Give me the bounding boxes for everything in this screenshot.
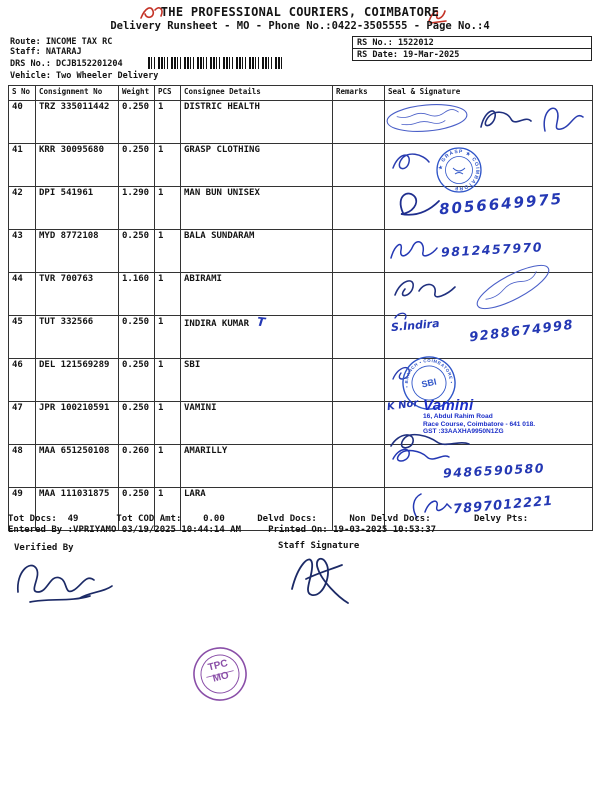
cell-pcs: 1 — [155, 402, 181, 445]
table-row — [9, 273, 593, 316]
handwritten-name: S.Indira — [390, 316, 441, 335]
table-row — [9, 402, 593, 445]
rs-info-box — [352, 36, 592, 61]
handwritten-phone: 8056649975 — [438, 189, 564, 219]
handwritten-check-mark: T — [256, 314, 266, 330]
cell-consignee: GRASP CLOTHING — [181, 144, 333, 187]
cell-seal — [385, 144, 593, 192]
cell-consignee: DISTRIC HEALTH — [181, 101, 333, 144]
staff-signature — [282, 545, 354, 611]
col-sno: S No — [9, 86, 36, 101]
handwritten-phone: 9486590580 — [442, 460, 546, 481]
vamini-address-line1: 16, Abdul Rahim Road — [423, 413, 493, 420]
cell-consignee — [181, 316, 333, 359]
consignee-name: INDIRA KUMAR — [184, 319, 250, 329]
cell-remarks — [333, 359, 385, 402]
cell-weight: 1.290 — [119, 187, 155, 230]
cell-seal — [385, 273, 593, 316]
cell-weight: 0.260 — [119, 445, 155, 488]
cell-pcs: 1 — [155, 187, 181, 230]
cell-seal — [385, 359, 593, 402]
table-row — [9, 144, 593, 187]
cell-remarks — [333, 316, 385, 359]
cell-remarks — [333, 230, 385, 273]
cell-serial: 42 — [9, 187, 36, 230]
cell-consignment: JPR 100210591 — [36, 402, 119, 445]
cell-pcs: 1 — [155, 230, 181, 273]
cell-pcs: 1 — [155, 445, 181, 488]
tpc-mo-stamp — [186, 640, 254, 708]
cell-weight: 0.250 — [119, 359, 155, 402]
drs-line: DRS No.: DCJB152201204 — [10, 59, 123, 69]
cell-pcs: 1 — [155, 359, 181, 402]
cell-serial: 43 — [9, 230, 36, 273]
signature-and-oval-stamp-icon — [385, 273, 593, 319]
header-row — [9, 86, 593, 101]
cell-seal — [385, 445, 593, 488]
cell-pcs: 1 — [155, 144, 181, 187]
svg-text:★ GRASP ★ COIMBATORE — [438, 149, 480, 191]
sbi-stamp-ring-text: • BRANCH • COIMBATORE • — [403, 357, 455, 389]
cell-pcs: 1 — [155, 101, 181, 144]
cell-weight: 0.250 — [119, 316, 155, 359]
cell-weight: 0.250 — [119, 144, 155, 187]
cell-weight: 0.250 — [119, 101, 155, 144]
cell-remarks — [333, 445, 385, 488]
table-row — [9, 230, 593, 273]
col-remarks: Remarks — [333, 86, 385, 101]
cell-consignee: SBI — [181, 359, 333, 402]
vehicle-line: Vehicle: Two Wheeler Delivery — [10, 71, 159, 81]
cell-seal — [385, 101, 593, 144]
ink-stamp-and-signature-icon — [385, 101, 593, 147]
cell-consignee: VAMINI — [181, 402, 333, 445]
cell-remarks — [333, 187, 385, 230]
table-row — [9, 316, 593, 359]
rs-date: RS Date: 19-Mar-2025 — [357, 50, 460, 60]
cell-remarks — [333, 402, 385, 445]
handwritten-note: K Nor — [386, 397, 420, 414]
table-row — [9, 445, 593, 488]
cell-weight: 0.250 — [119, 488, 155, 531]
handwritten-phone: 9288674998 — [468, 317, 575, 346]
cell-consignment: DPI 541961 — [36, 187, 119, 230]
table-row — [9, 187, 593, 230]
cell-serial: 40 — [9, 101, 36, 144]
col-weight: Weight — [119, 86, 155, 101]
cell-consignment: MYD 8772108 — [36, 230, 119, 273]
cell-weight: 1.160 — [119, 273, 155, 316]
totals-line: Tot Docs: 49 Tot COD Amt: 0.00 Delvd Docs: Non Delvd Docs: Delvy Pts: — [8, 514, 529, 524]
table-row — [9, 101, 593, 144]
route-line: Route: INCOME TAX RC — [10, 37, 113, 47]
vamini-gst: GST :33AAXHA9950N1ZG — [423, 428, 504, 436]
cell-serial: 44 — [9, 273, 36, 316]
cell-weight: 0.250 — [119, 402, 155, 445]
cell-weight: 0.250 — [119, 230, 155, 273]
table-row — [9, 359, 593, 402]
cell-consignee: ABIRAMI — [181, 273, 333, 316]
rs-no: RS No.: 1522012 — [353, 37, 591, 49]
cell-consignee: AMARILLY — [181, 445, 333, 488]
cell-serial: 48 — [9, 445, 36, 488]
sbi-stamp-center-text: SBI — [420, 376, 438, 390]
cell-seal — [385, 230, 593, 273]
col-consignment: Consignment No — [36, 86, 119, 101]
cell-consignment: MAA 111031875 — [36, 488, 119, 531]
col-consignee: Consignee Details — [181, 86, 333, 101]
handwritten-phone: 9812457970 — [440, 239, 544, 260]
cell-seal — [385, 187, 593, 230]
cell-pcs: 1 — [155, 316, 181, 359]
tpc-stamp-line2: MO — [211, 670, 230, 685]
page-subtitle: Delivery Runsheet - MO - Phone No.:0422-3505555 - Page No.:4 — [110, 20, 490, 32]
runsheet-table — [8, 85, 593, 531]
cell-serial: 41 — [9, 144, 36, 187]
handwritten-phone: 7897012221 — [452, 493, 554, 518]
cell-consignment: TUT 332566 — [36, 316, 119, 359]
cell-seal — [385, 397, 593, 445]
drs-barcode — [148, 57, 282, 69]
tpc-stamp-line1: TPC — [206, 657, 229, 674]
vamini-address-line2: Race Course, Coimbatore - 641 018. — [423, 420, 536, 428]
cell-serial: 46 — [9, 359, 36, 402]
cell-consignment: KRR 30095680 — [36, 144, 119, 187]
vamini-address-stamp — [423, 398, 591, 436]
grasp-stamp-ring-text: ★ GRASP ★ COIMBATORE — [437, 148, 481, 192]
verified-signature — [10, 552, 122, 614]
cell-consignment: DEL 121569289 — [36, 359, 119, 402]
staff-signature-label: Staff Signature — [278, 541, 360, 551]
cell-remarks — [333, 144, 385, 187]
col-seal: Seal & Signature — [385, 86, 593, 101]
cell-serial: 45 — [9, 316, 36, 359]
cell-consignee: LARA — [181, 488, 333, 531]
cell-serial: 49 — [9, 488, 36, 531]
verified-by-label: Verified By — [14, 543, 74, 553]
cell-consignment: TVR 700763 — [36, 273, 119, 316]
staff-line: Staff: NATARAJ — [10, 47, 82, 57]
cell-remarks — [333, 273, 385, 316]
cell-pcs: 1 — [155, 273, 181, 316]
col-pcs: PCS — [155, 86, 181, 101]
vamini-name: Vamini — [423, 397, 474, 414]
cell-consignee: BALA SUNDARAM — [181, 230, 333, 273]
cell-serial: 47 — [9, 402, 36, 445]
page-title: THE PROFESSIONAL COURIERS, COIMBATORE — [160, 5, 440, 19]
cell-consignee: MAN BUN UNISEX — [181, 187, 333, 230]
entered-printed-line: Entered By :VPRIYAMO 03/19/2025 10:44:14 AM Printed On: 19-03-2025 10:53:37 — [8, 525, 437, 535]
cell-remarks — [333, 101, 385, 144]
cell-pcs: 1 — [155, 488, 181, 531]
cell-seal — [385, 316, 593, 359]
cell-consignment: TRZ 335011442 — [36, 101, 119, 144]
cell-consignment: MAA 651250108 — [36, 445, 119, 488]
